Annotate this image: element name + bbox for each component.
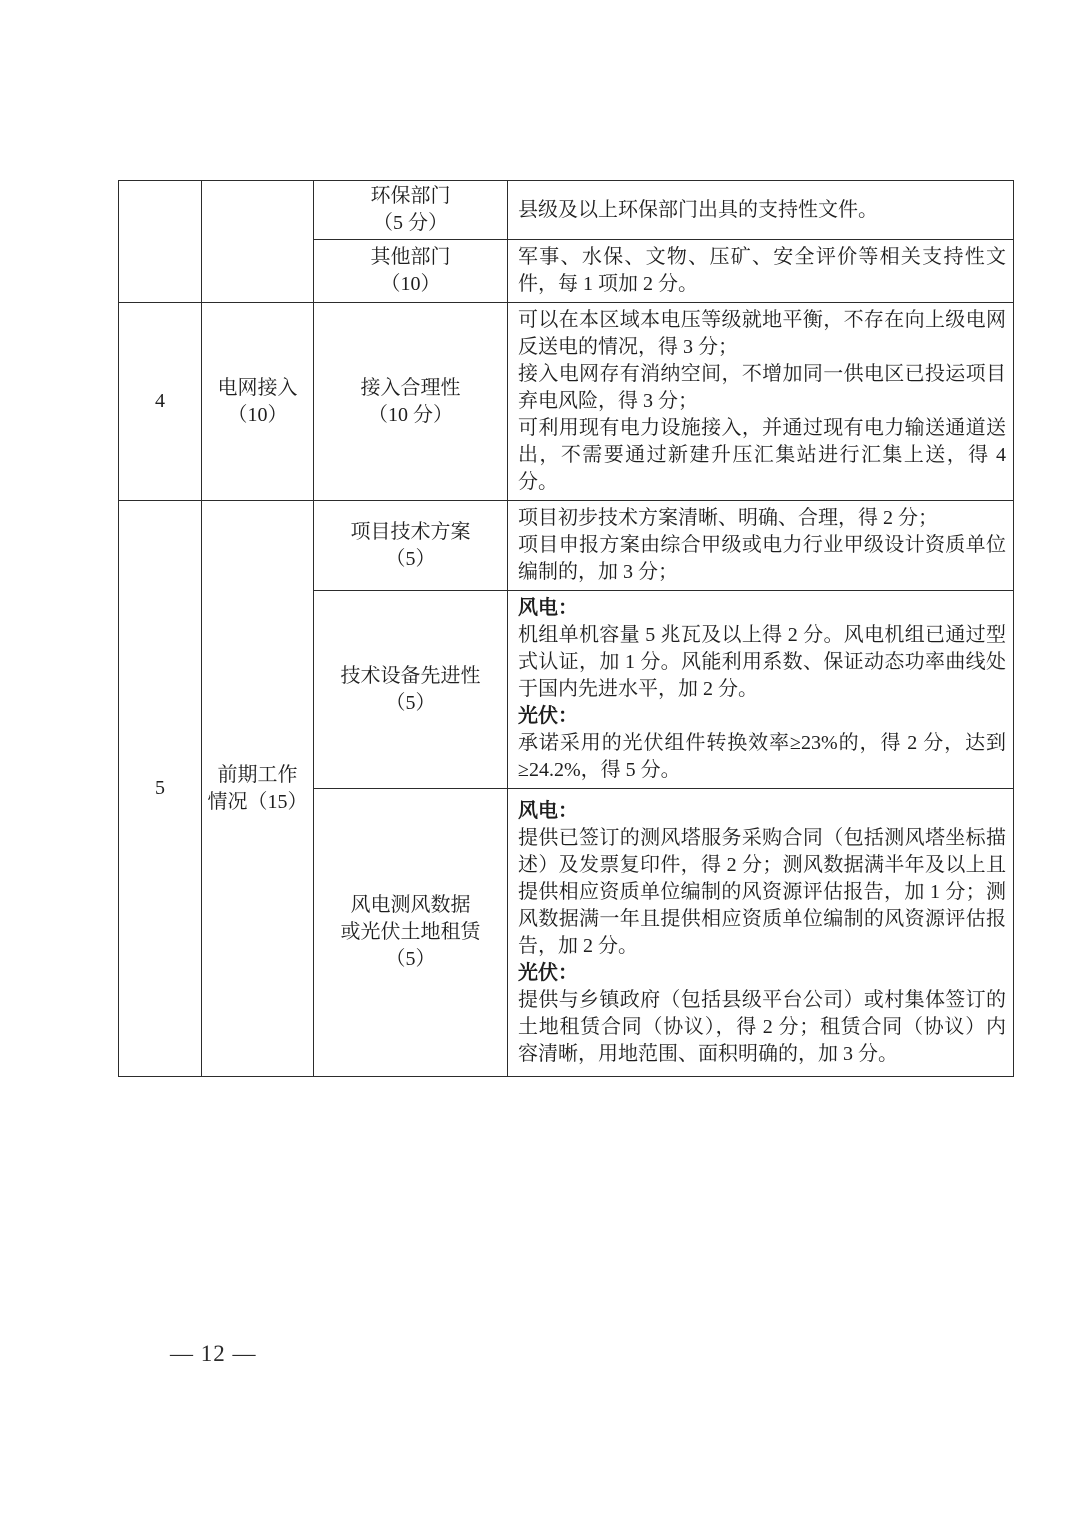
cell-seq-5 <box>119 501 202 1077</box>
criteria-heading-wind: 风电： <box>518 597 578 619</box>
criteria-text: 项目初步技术方案清晰、明确、合理，得 2 分； <box>518 507 938 529</box>
criteria-text: 接入电网存有消纳空间，不增加同一供电区已投运项目弃电风险，得 3 分； <box>518 363 1006 412</box>
cell-subitem-equipment-advancement <box>314 591 508 789</box>
cell-criteria-env-dept <box>508 181 1014 240</box>
seq-number: 5 <box>155 777 165 799</box>
cell-criteria-tech-plan <box>508 501 1014 591</box>
criteria-text: 县级及以上环保部门出具的支持性文件。 <box>518 198 878 221</box>
criteria-text: 提供与乡镇政府（包括县级平台公司）或村集体签订的土地租赁合同（协议），得 2 分；租赁合同（协议）内容清晰，用地范围、面积明确的，加 3 分。 <box>518 988 1006 1065</box>
cell-category-continued <box>202 181 314 303</box>
subitem-score: （10 分） <box>368 403 453 426</box>
scoring-criteria-table <box>118 180 1014 1077</box>
cell-seq-4 <box>119 303 202 501</box>
category-label: 电网接入 <box>217 376 298 399</box>
subitem-score: （5 分） <box>373 212 448 234</box>
cell-category-preliminary-work <box>202 501 314 1077</box>
seq-number: 4 <box>155 390 165 412</box>
cell-category-grid-access <box>202 303 314 501</box>
criteria-text: 项目申报方案由综合甲级或电力行业甲级设计资质单位编制的，加 3 分； <box>518 534 1006 583</box>
page-number: — 12 — <box>170 1341 257 1366</box>
subitem-label: 环保部门 <box>370 185 451 207</box>
category-score: （10） <box>227 403 288 426</box>
cell-subitem-access-rationality <box>314 303 508 501</box>
subitem-label: 项目技术方案 <box>350 520 471 543</box>
category-label: 前期工作 <box>217 763 298 786</box>
criteria-heading-solar: 光伏： <box>518 705 578 727</box>
cell-subitem-other-dept <box>314 240 508 303</box>
subitem-label: 风电测风数据 <box>350 894 471 916</box>
table-row-tech-plan <box>119 501 1014 591</box>
subitem-label: 技术设备先进性 <box>340 664 481 687</box>
subitem-label: 其他部门 <box>370 246 451 268</box>
cell-criteria-equipment-advancement <box>508 591 1014 789</box>
subitem-label: 接入合理性 <box>360 376 461 399</box>
subitem-score: （5） <box>385 691 436 714</box>
subitem-label: 或光伏土地租赁 <box>340 921 481 943</box>
table-row-grid-access <box>119 303 1014 501</box>
criteria-text: 提供已签订的测风塔服务采购合同（包括测风塔坐标描述）及发票复印件，得 2 分；测风数据满半年及以上且提供相应资质单位编制的风资源评估报告，加 1 分；测风数据满一年且提供相应资质单位编制的风资源评估报告，加 2 分。 <box>518 826 1006 957</box>
cell-subitem-env-dept <box>314 181 508 240</box>
cell-subitem-tech-plan <box>314 501 508 591</box>
cell-seq-continued <box>119 181 202 303</box>
criteria-text: 军事、水保、文物、压矿、安全评价等相关支持性文件，每 1 项加 2 分。 <box>518 246 1006 295</box>
criteria-text: 承诺采用的光伏组件转换效率≥23%的，得 2 分，达到≥24.2%，得 5 分。 <box>518 732 1006 781</box>
subitem-score: （10） <box>380 273 441 295</box>
criteria-text: 可以在本区域本电压等级就地平衡，不存在向上级电网反送电的情况，得 3 分； <box>518 309 1006 358</box>
cell-criteria-other-dept <box>508 240 1014 303</box>
table-row-env-dept <box>119 181 1014 240</box>
category-score: 情况（15） <box>207 790 308 813</box>
subitem-score: （5） <box>385 948 436 970</box>
criteria-heading-solar: 光伏： <box>518 961 578 984</box>
subitem-score: （5） <box>385 547 436 570</box>
criteria-heading-wind: 风电： <box>518 799 578 822</box>
cell-criteria-wind-data-or-land-lease <box>508 789 1014 1077</box>
criteria-text: 机组单机容量 5 兆瓦及以上得 2 分。风电机组已通过型式认证，加 1 分。风能利用系数、保证动态功率曲线处于国内先进水平，加 2 分。 <box>518 624 1006 700</box>
cell-criteria-access-rationality <box>508 303 1014 501</box>
criteria-text: 可利用现有电力设施接入，并通过现有电力输送通道送出，不需要通过新建升压汇集站进行汇集上送，得 4 分。 <box>518 417 1006 493</box>
cell-subitem-wind-data-or-land-lease <box>314 789 508 1077</box>
